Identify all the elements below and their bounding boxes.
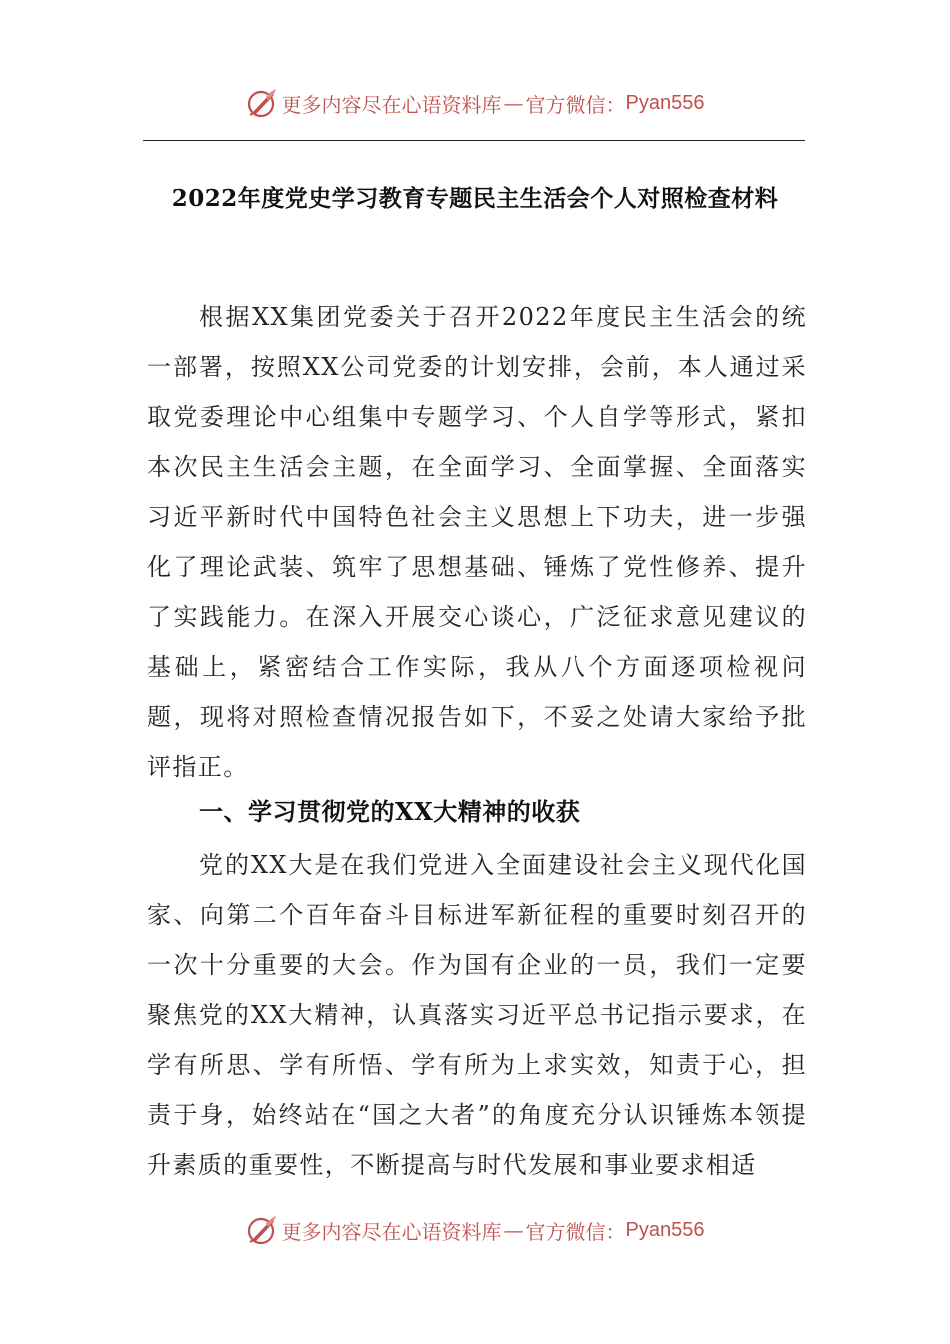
quill-logo-icon [246,1214,278,1246]
banner-official-label: 官方微信： [525,92,626,117]
banner-official-label: 官方微信： [525,1219,626,1244]
banner-dash: — [503,91,524,115]
section-1-heading: 一、学习贯彻党的XX大精神的收获 [199,797,581,826]
banner-wechat-id: Pyan556 [625,1218,705,1241]
quill-logo-icon [246,87,278,119]
banner-text: 更多内容尽在心语资料库 [281,1219,502,1244]
document-title: 2022年度党史学习教育专题民主生活会个人对照检查材料 [171,185,779,212]
banner-dash: — [503,1218,524,1242]
paragraph-1: 根据XX集团党委关于召开2022年度民主生活会的统一部署，按照XX公司党委的计划安排，会前，本人通过采取党委理论中心组集中专题学习、个人自学等形式，紧扣本次民主生活会主题，在全面学习、全面掌握、全面落实习近平新时代中国特色社会主义思想上下功夫，进一步强化了理论武装、筑牢了思想基础、锤炼了党性修养、提升了实践能力。在深入开展交心谈心，广泛征求意见建议的基础上，紧密结合工作实际，我从八个方面逐项检视问题，现将对照检查情况报告如下，不妥之处请大家给予批评指正。 [147,303,807,781]
banner-text: 更多内容尽在心语资料库 [281,92,502,117]
banner-wechat-id: Pyan556 [625,91,705,114]
footer-banner [0,1210,950,1250]
header-banner [0,83,950,123]
header-divider [143,140,805,141]
paragraph-2: 党的XX大是在我们党进入全面建设社会主义现代化国家、向第二个百年奋斗目标进军新征程的重要时刻召开的一次十分重要的大会。作为国有企业的一员，我们一定要聚焦党的XX大精神，认真落实习近平总书记指示要求，在学有所思、学有所悟、学有所为上求实效，知责于心，担责于身，始终站在“国之大者”的角度充分认识锤炼本领提升素质的重要性，不断提高与时代发展和事业要求相适 [147,851,807,1179]
